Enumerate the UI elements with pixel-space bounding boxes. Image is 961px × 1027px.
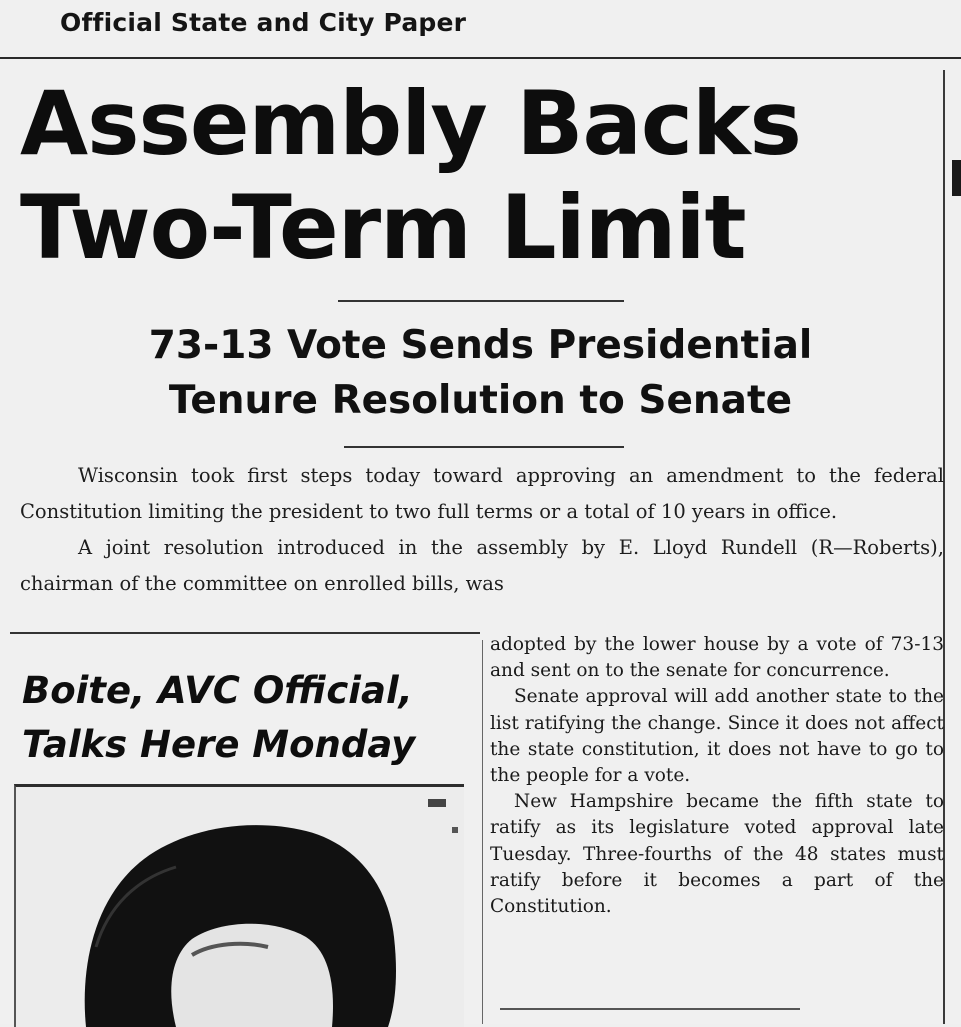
continued-paragraph-1: adopted by the lower house by a vote of 73-13 and sent on to the senate for concurrence. bbox=[490, 634, 944, 682]
headline-line-2: Two-Term Limit bbox=[20, 176, 746, 279]
continued-article-body bbox=[490, 632, 944, 920]
lead-paragraph-2: A joint resolution introduced in the assembly by E. Lloyd Rundell (R—Roberts), chairman of the committee on enrolled bills, was bbox=[20, 536, 944, 595]
sidebar-headline bbox=[22, 664, 415, 772]
masthead-rule bbox=[0, 57, 961, 59]
portrait-photo bbox=[14, 784, 464, 1027]
divider-rule-bottom bbox=[344, 446, 624, 448]
subheadline bbox=[0, 318, 961, 428]
sidebar-headline-line-1: Boite, AVC Official, bbox=[22, 669, 413, 712]
sidebar-headline-line-2: Talks Here Monday bbox=[22, 723, 416, 766]
continued-paragraph-2: Senate approval will add another state to the list ratifying the change. Since it does not affect the state constitution, it does not have to go to the people for a vote. bbox=[490, 686, 944, 787]
lead-paragraph-1: Wisconsin took first steps today toward approving an amendment to the federal Constitution limiting the president to two full terms or a total of 10 years in office. bbox=[20, 464, 944, 523]
headline-line-1: Assembly Backs bbox=[20, 72, 801, 175]
lead-article-body bbox=[20, 458, 944, 602]
portrait-photo-image bbox=[16, 787, 464, 1027]
masthead: Official State and City Paper bbox=[60, 8, 467, 37]
divider-rule-top bbox=[338, 300, 624, 302]
continued-paragraph-3: New Hampshire became the fifth state to ratify as its legislature voted approval late Tuesday. Three-fourths of the 48 states must ratify before it becomes a part of the Constitution. bbox=[490, 791, 944, 918]
column-separator bbox=[482, 640, 483, 1024]
subheadline-line-1: 73-13 Vote Sends Presidential bbox=[148, 323, 813, 368]
headline bbox=[20, 72, 801, 280]
subheadline-line-2: Tenure Resolution to Senate bbox=[168, 378, 793, 423]
sidebar-top-rule bbox=[10, 632, 480, 634]
next-article-rule bbox=[500, 1008, 800, 1010]
adjacent-column-fragment bbox=[952, 160, 961, 196]
